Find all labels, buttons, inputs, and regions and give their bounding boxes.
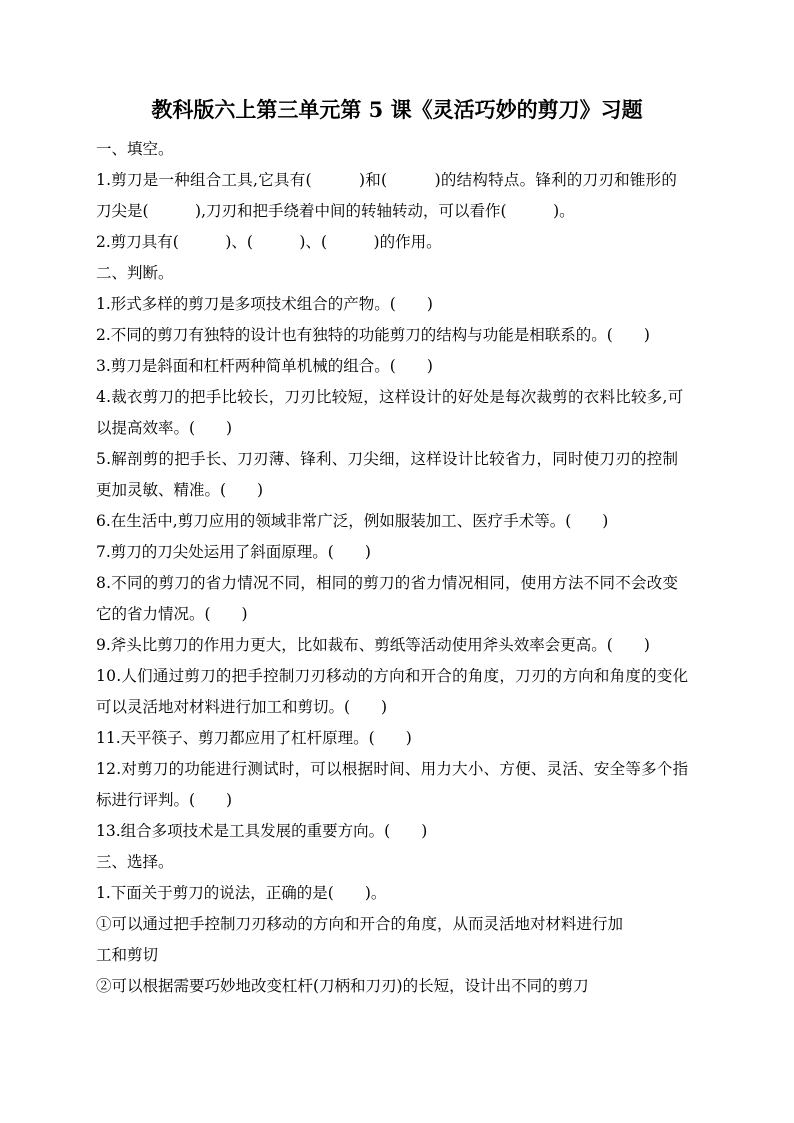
judge-question-11: 11.天平筷子、剪刀都应用了杠杆原理。( ) bbox=[96, 729, 412, 747]
choice-option-1-line-2: 工和剪切 bbox=[96, 946, 159, 964]
judge-question-10-line-1: 10.人们通过剪刀的把手控制刀刃移动的方向和开合的角度，刀刃的方向和角度的变化 bbox=[96, 667, 689, 685]
choice-option-1-line-1: ①可以通过把手控制刀刃移动的方向和开合的角度，从而灵活地对材料进行加 bbox=[96, 915, 624, 933]
fill-question-1-line-2: 刀尖是( ),刀刃和把手绕着中间的转轴转动，可以看作( )。 bbox=[96, 202, 575, 220]
page-title: 教科版六上第三单元第 5 课《灵活巧妙的剪刀》习题 bbox=[151, 97, 643, 122]
judge-question-12-line-2: 标进行评判。( ) bbox=[96, 791, 233, 809]
judge-question-2: 2.不同的剪刀有独特的设计也有独特的功能剪刀的结构与功能是相联系的。( ) bbox=[96, 326, 650, 344]
section-heading-fill-in: 一、填空。 bbox=[96, 140, 174, 158]
worksheet-content bbox=[96, 134, 706, 1002]
judge-question-5-line-2: 更加灵敏、精准。( ) bbox=[96, 481, 264, 499]
choice-option-2: ②可以根据需要巧妙地改变杠杆(刀柄和刀刃)的长短，设计出不同的剪刀 bbox=[96, 977, 589, 995]
section-heading-true-false: 二、判断。 bbox=[96, 264, 174, 282]
judge-question-7: 7.剪刀的刀尖处运用了斜面原理。( ) bbox=[96, 543, 371, 561]
judge-question-12-line-1: 12.对剪刀的功能进行测试时，可以根据时间、用力大小、方便、灵活、安全等多个指 bbox=[96, 760, 689, 778]
section-heading-multiple-choice: 三、选择。 bbox=[96, 853, 174, 871]
judge-question-8-line-2: 它的省力情况。( ) bbox=[96, 605, 248, 623]
fill-question-2: 2.剪刀具有( )、( )、( )的作用。 bbox=[96, 233, 442, 251]
judge-question-5-line-1: 5.解剖剪的把手长、刀刃薄、锋利、刀尖细，这样设计比较省力，同时使刀刃的控制 bbox=[96, 450, 679, 468]
judge-question-9: 9.斧头比剪刀的作用力更大，比如裁布、剪纸等活动使用斧头效率会更高。( ) bbox=[96, 636, 650, 654]
judge-question-6: 6.在生活中,剪刀应用的领域非常广泛，例如服装加工、医疗手术等。( ) bbox=[96, 512, 609, 530]
judge-question-4-line-2: 以提高效率。( ) bbox=[96, 419, 233, 437]
judge-question-1: 1.形式多样的剪刀是多项技术组合的产物。( ) bbox=[96, 295, 433, 313]
choice-question-1: 1.下面关于剪刀的说法，正确的是( )。 bbox=[96, 884, 387, 902]
judge-question-10-line-2: 可以灵活地对材料进行加工和剪切。( ) bbox=[96, 698, 388, 716]
judge-question-8-line-1: 8.不同的剪刀的省力情况不同，相同的剪刀的省力情况相同，使用方法不同不会改变 bbox=[96, 574, 679, 592]
judge-question-4-line-1: 4.裁衣剪刀的把手比较长，刀刃比较短，这样设计的好处是每次裁剪的衣料比较多,可 bbox=[96, 388, 684, 406]
judge-question-3: 3.剪刀是斜面和杠杆两种简单机械的组合。( ) bbox=[96, 357, 433, 375]
judge-question-13: 13.组合多项技术是工具发展的重要方向。( ) bbox=[96, 822, 428, 840]
fill-question-1-line-1: 1.剪刀是一种组合工具,它具有( )和( )的结构特点。锋利的刀刃和锥形的 bbox=[96, 171, 678, 189]
